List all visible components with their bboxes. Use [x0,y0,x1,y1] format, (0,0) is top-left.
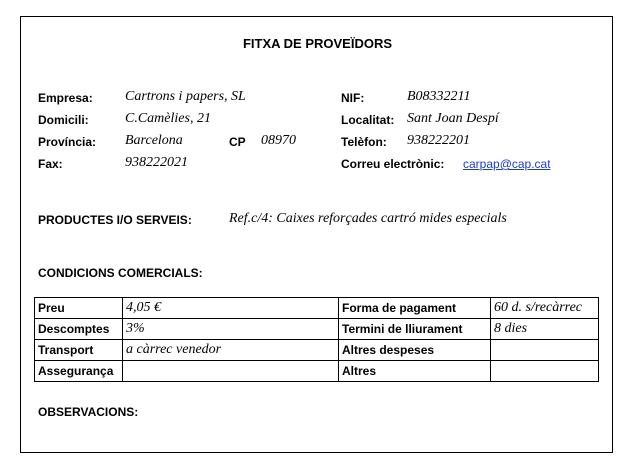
telefon-value: 938222201 [407,133,470,148]
termini-lliurament-value: 8 dies [491,319,599,340]
descomptes-label: Descomptes [35,319,123,340]
transport-value: a càrrec venedor [123,340,339,361]
preu-value: 4,05 € [123,298,339,319]
altres-value [491,361,599,382]
page-title: FITXA DE PROVEÏDORS [242,36,393,51]
observations-heading: OBSERVACIONS: [38,405,139,419]
altres-despeses-value [491,340,599,361]
products-label: PRODUCTES I/O SERVEIS: [38,213,192,227]
nif-label: NIF: [341,91,365,105]
forma-pagament-value: 60 d. s/recàrrec [491,298,599,319]
telefon-label: Telèfon: [341,135,387,149]
transport-label: Transport [35,340,123,361]
table-row [35,298,599,319]
domicili-label: Domicili: [38,113,89,127]
empresa-value: Cartrons i papers, SL [125,89,246,104]
form-frame [20,16,613,453]
email-link[interactable]: carpap@cap.cat [463,157,551,171]
cp-value: 08970 [261,133,296,148]
table-row [35,361,599,382]
asseguranca-label: Assegurança [35,361,123,382]
conditions-table [34,297,599,382]
altres-despeses-label: Altres despeses [339,340,491,361]
products-value: Ref.c/4: Caixes reforçades cartró mides especials [229,211,507,226]
localitat-label: Localitat: [341,113,395,127]
empresa-label: Empresa: [38,91,93,105]
domicili-value: C.Camèlies, 21 [125,111,211,126]
provincia-label: Província: [38,135,97,149]
preu-label: Preu [35,298,123,319]
localitat-value: Sant Joan Despí [407,111,499,126]
cp-label: CP [229,135,246,149]
table-row [35,340,599,361]
altres-label: Altres [339,361,491,382]
correu-label: Correu electrònic: [341,157,445,171]
conditions-heading: CONDICIONS COMERCIALS: [38,266,203,280]
table-row [35,319,599,340]
forma-pagament-label: Forma de pagament [339,298,491,319]
provincia-value: Barcelona [125,133,183,148]
fax-label: Fax: [38,157,63,171]
nif-value: B08332211 [407,89,471,104]
fax-value: 938222021 [125,155,188,170]
termini-lliurament-label: Termini de lliurament [339,319,491,340]
descomptes-value: 3% [123,319,339,340]
asseguranca-value [123,361,339,382]
